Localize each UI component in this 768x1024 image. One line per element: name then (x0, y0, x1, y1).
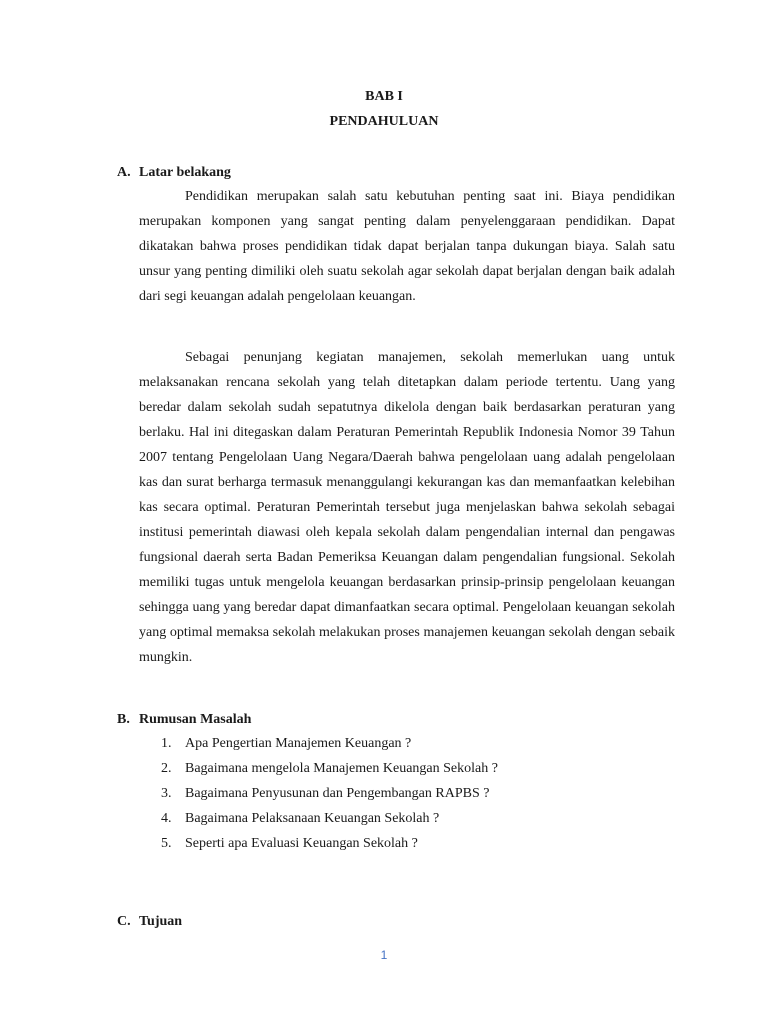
chapter-title: PENDAHULUAN (329, 114, 439, 129)
section-b-title: Rumusan Masalah (139, 712, 252, 727)
section-a-heading (117, 165, 231, 181)
section-a-mark: A. (117, 165, 131, 180)
paragraph-2: Sebagai penunjang kegiatan manajemen, sekolah memerlukan uang untuk melaksanakan rencana sekolah yang telah ditetapkan dalam periode tertentu. Uang yang beredar dalam sekolah sudah sepatutnya dikelola dengan baik berdasarkan peraturan yang berlaku. Hal ini ditegaskan dalam Peraturan Pemerintah Republik Indonesia Nomor 39 Tahun 2007 tentang Pengelolaan Uang Negara/Daerah bahwa pengelolaan uang adalah pengelolaan kas dan surat berharga termasuk menanggulangi kekurangan kas dan memanfaatkan kelebihan kas secara optimal. Peraturan Pemerintah tersebut juga menjelaskan bahwa sekolah sebagai institusi pemerintah diawasi oleh kepala sekolah dalam pengendalian internal dan pengawas fungsional daerah serta Badan Pemeriksa Keuangan dalam pengendalian fungsional. Sekolah memiliki tugas untuk mengelola keuangan berdasarkan prinsip-prinsip pengelolaan keuangan sehingga uang yang beredar dapat dimanfaatkan secara optimal. Pengelolaan keuangan sekolah yang optimal memaksa sekolah melakukan proses manajemen keuangan sekolah dengan sebaik mungkin. (139, 350, 675, 665)
problem-list (161, 736, 498, 861)
chapter-label: BAB I (365, 89, 403, 104)
section-c-mark: C. (117, 914, 131, 929)
list-item (161, 836, 498, 861)
list-item-text: Apa Pengertian Manajemen Keuangan ? (185, 736, 412, 751)
list-item (161, 761, 498, 786)
list-item-number: 2. (161, 761, 172, 776)
list-item-number: 3. (161, 786, 172, 801)
list-item-text: Bagaimana Penyusunan dan Pengembangan RAPBS ? (185, 786, 490, 801)
section-c-title: Tujuan (139, 914, 183, 929)
page-number: 1 (380, 948, 388, 962)
list-item (161, 736, 498, 761)
list-item (161, 786, 498, 811)
list-item-text: Seperti apa Evaluasi Keuangan Sekolah ? (185, 836, 418, 851)
paragraph-1: Pendidikan merupakan salah satu kebutuhan penting saat ini. Biaya pendidikan merupakan komponen yang sangat penting dalam penyelenggaraan pendidikan. Dapat dikatakan bahwa proses pendidikan tidak dapat berjalan tanpa dukungan biaya. Salah satu unsur yang penting dimiliki oleh suatu sekolah agar sekolah dapat berjalan dengan baik adalah dari segi keuangan adalah pengelolaan keuangan. (139, 189, 675, 304)
section-a-title: Latar belakang (139, 165, 231, 180)
section-b-heading (117, 712, 251, 728)
section-b-mark: B. (117, 712, 130, 727)
section-c-heading (117, 914, 182, 930)
list-item-number: 4. (161, 811, 172, 826)
list-item-number: 5. (161, 836, 172, 851)
list-item (161, 811, 498, 836)
list-item-text: Bagaimana Pelaksanaan Keuangan Sekolah ? (185, 811, 440, 826)
list-item-number: 1. (161, 736, 172, 751)
list-item-text: Bagaimana mengelola Manajemen Keuangan Sekolah ? (185, 761, 498, 776)
